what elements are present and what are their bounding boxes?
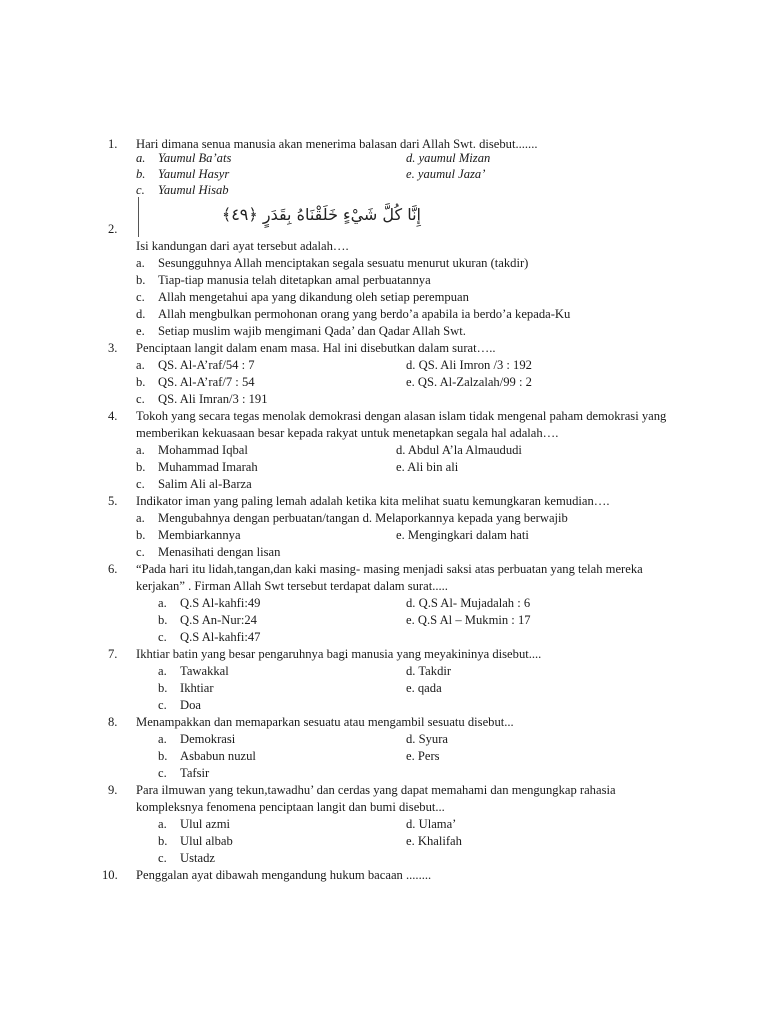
option-letter: c. xyxy=(136,290,145,304)
option-letter: a. xyxy=(136,443,145,457)
option-text: Yaumul Hasyr xyxy=(158,167,230,181)
question-number: 3. xyxy=(108,341,118,355)
option-text: Ikhtiar xyxy=(180,681,214,695)
question-9 xyxy=(108,782,738,816)
option-letter: b. xyxy=(158,749,168,763)
option-text: QS. Al-A’raf/7 : 54 xyxy=(158,375,255,389)
question-text-continued: memberikan kekuasaan besar kepada rakyat untuk menetapkan segala hal adalah…. xyxy=(136,426,559,440)
option-text: d. Syura xyxy=(406,732,448,746)
option-text: Membiarkannya xyxy=(158,528,241,542)
option-text: e. yaumul Jaza’ xyxy=(406,167,486,181)
option-text: d. Abdul A’la Almaududi xyxy=(396,443,522,457)
option-text: e. Ali bin ali xyxy=(396,460,459,474)
question-text: Menampakkan dan memaparkan sesuatu atau mengambil sesuatu disebut... xyxy=(136,715,514,729)
option-text: Asbabun nuzul xyxy=(180,749,256,763)
option-letter: a. xyxy=(136,256,145,270)
option-letter: c. xyxy=(158,698,167,712)
option-text: d. QS. Ali Imron /3 : 192 xyxy=(406,358,532,372)
option-letter: a. xyxy=(158,664,167,678)
question-6 xyxy=(108,561,738,595)
question-number: 8. xyxy=(108,715,118,729)
option-letter: b. xyxy=(136,460,146,474)
question-7 xyxy=(108,646,738,663)
question-number: 4. xyxy=(108,409,118,423)
option-letter: b. xyxy=(136,273,146,287)
question-text-continued: kompleksnya fenomena penciptaan langit dan bumi disebut... xyxy=(136,800,445,814)
question-number: 2. xyxy=(108,222,118,236)
option-letter: a. xyxy=(158,817,167,831)
option-text: Allah mengetahui apa yang dikandung oleh setiap perempuan xyxy=(158,290,469,304)
option-text: Allah mengbulkan permohonan orang yang berdo’a apabila ia berdo’a kepada-Ku xyxy=(158,307,571,321)
option-letter: c. xyxy=(136,183,145,197)
question-number: 6. xyxy=(108,562,118,576)
option-text: e. qada xyxy=(406,681,442,695)
option-letter: a. xyxy=(158,732,167,746)
question-text: “Pada hari itu lidah,tangan,dan kaki masing- masing menjadi saksi atas perbuatan yang telah mereka xyxy=(136,562,643,576)
option-letter: c. xyxy=(158,766,167,780)
option-text: d. yaumul Mizan xyxy=(406,151,491,165)
option-letter: c. xyxy=(136,477,145,491)
option-text: QS. Al-A’raf/54 : 7 xyxy=(158,358,255,372)
option-letter: c. xyxy=(158,851,167,865)
question-number: 7. xyxy=(108,647,118,661)
option-text: Doa xyxy=(180,698,201,712)
option-text: d. Takdir xyxy=(406,664,452,678)
option-letter: b. xyxy=(136,167,146,181)
question-text: Penggalan ayat dibawah mengandung hukum bacaan ........ xyxy=(136,868,432,882)
option-letter: a. xyxy=(136,151,146,165)
option-text: Sesungguhnya Allah menciptakan segala sesuatu menurut ukuran (takdir) xyxy=(158,256,529,270)
option-text: Setiap muslim wajib mengimani Qada’ dan Qadar Allah Swt. xyxy=(158,324,466,338)
arabic-verse: إِنَّا كُلَّ شَيْءٍ خَلَقْنَاهُ بِقَدَرٍ ﴿٤٩﴾ xyxy=(221,205,421,224)
question-2 xyxy=(108,221,738,238)
option-text: Q.S Al-kahfi:47 xyxy=(180,630,261,644)
question-number: 1. xyxy=(108,137,118,151)
option-text: Tawakkal xyxy=(180,664,229,678)
question-text-continued: kerjakan” . Firman Allah Swt tersebut terdapat dalam surat..... xyxy=(136,579,448,593)
option-letter: b. xyxy=(158,834,168,848)
option-text: Q.S An-Nur:24 xyxy=(180,613,257,627)
option-text: d. Ulama’ xyxy=(406,817,457,831)
option-text: Tiap-tiap manusia telah ditetapkan amal perbuatannya xyxy=(158,273,431,287)
option-letter: d. xyxy=(136,307,146,321)
option-letter: b. xyxy=(136,375,146,389)
question-text: Isi kandungan dari ayat tersebut adalah…. xyxy=(136,239,349,253)
option-letter: b. xyxy=(158,613,168,627)
option-text: QS. Ali Imran/3 : 191 xyxy=(158,392,268,406)
question-number: 10. xyxy=(102,868,118,882)
option-letter: c. xyxy=(158,630,167,644)
question-text: Penciptaan langit dalam enam masa. Hal ini disebutkan dalam surat….. xyxy=(136,341,496,355)
question-4 xyxy=(108,408,738,442)
option-text: Q.S Al-kahfi:49 xyxy=(180,596,261,610)
option-text: Ustadz xyxy=(180,851,215,865)
question-2-text xyxy=(108,238,738,255)
question-5 xyxy=(108,493,738,510)
option-letter: c. xyxy=(136,392,145,406)
option-text: e. Mengingkari dalam hati xyxy=(396,528,529,542)
question-text: Indikator iman yang paling lemah adalah ketika kita melihat suatu kemungkaran kemudian…. xyxy=(136,494,610,508)
question-text: Ikhtiar batin yang besar pengaruhnya bagi manusia yang meyakininya disebut.... xyxy=(136,647,542,661)
option-text: Yaumul Hisab xyxy=(158,183,229,197)
option-text: Ulul azmi xyxy=(180,817,231,831)
option-text: e. QS. Al-Zalzalah/99 : 2 xyxy=(406,375,532,389)
option-text: Salim Ali al-Barza xyxy=(158,477,252,491)
option-text: Mengubahnya dengan perbuatan/tangan d. Melaporkannya kepada yang berwajib xyxy=(158,511,568,525)
question-text: Para ilmuwan yang tekun,tawadhu’ dan cerdas yang dapat memahami dan mengungkap rahasia xyxy=(136,783,616,797)
question-text: Hari dimana senua manusia akan menerima balasan dari Allah Swt. disebut....... xyxy=(136,137,538,151)
question-text: Tokoh yang secara tegas menolak demokrasi dengan alasan islam tidak mengenal paham demokrasi yang xyxy=(136,409,667,423)
question-number: 5. xyxy=(108,494,118,508)
option-text: e. Q.S Al – Mukmin : 17 xyxy=(406,613,531,627)
option-letter: a. xyxy=(158,596,167,610)
option-text: e. Khalifah xyxy=(406,834,462,848)
option-text: d. Q.S Al- Mujadalah : 6 xyxy=(406,596,531,610)
option-letter: e. xyxy=(136,324,145,338)
option-letter: a. xyxy=(136,511,145,525)
option-text: Yaumul Ba’ats xyxy=(158,151,232,165)
question-10 xyxy=(102,867,738,884)
question-3 xyxy=(108,340,738,357)
option-letter: b. xyxy=(136,528,146,542)
option-text: Tafsir xyxy=(180,766,210,780)
option-text: Ulul albab xyxy=(180,834,233,848)
question-number: 9. xyxy=(108,783,118,797)
option-text: Muhammad Imarah xyxy=(158,460,258,474)
option-text: e. Pers xyxy=(406,749,440,763)
option-letter: c. xyxy=(136,545,145,559)
option-text: Mohammad Iqbal xyxy=(158,443,248,457)
question-8 xyxy=(108,714,738,731)
option-text: Menasihati dengan lisan xyxy=(158,545,281,559)
option-letter: b. xyxy=(158,681,168,695)
option-text: Demokrasi xyxy=(180,732,236,746)
option-letter: a. xyxy=(136,358,145,372)
